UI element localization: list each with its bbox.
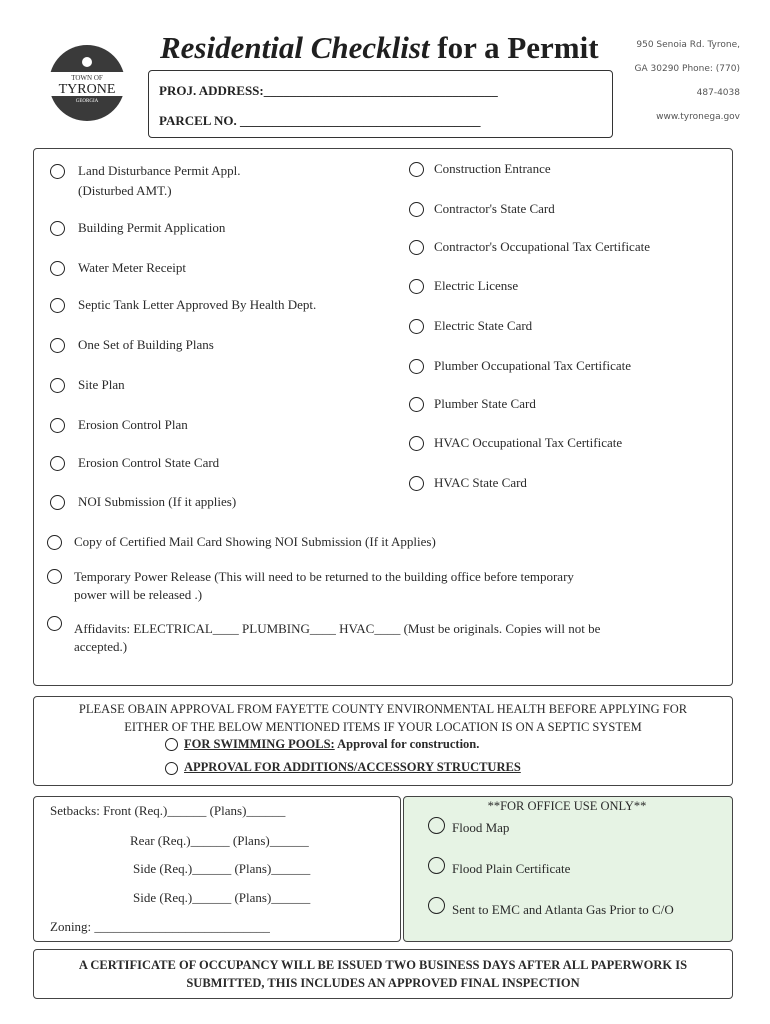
- checkbox-building-plans[interactable]: [50, 338, 65, 353]
- item-plumber-tax: Plumber Occupational Tax Certificate: [434, 358, 632, 373]
- checkbox-flood-plain[interactable]: [428, 857, 445, 874]
- checkbox-certified-mail[interactable]: [47, 535, 62, 550]
- contact-phone: 487-4038: [696, 88, 740, 98]
- checkbox-construction-entrance[interactable]: [409, 162, 424, 177]
- title-rest: for a Permit: [429, 30, 599, 65]
- item-temp-power-1: Temporary Power Release (This will need to be returned to the building office before temporary: [74, 569, 574, 584]
- footer-line-2: SUBMITTED, THIS INCLUDES AN APPROVED FINAL INSPECTION: [186, 976, 580, 990]
- item-land-disturbance: Land Disturbance Permit Appl.: [78, 163, 241, 178]
- item-hvac-card: HVAC State Card: [434, 475, 527, 490]
- item-erosion-plan: Erosion Control Plan: [78, 417, 188, 432]
- item-contractor-tax: Contractor's Occupational Tax Certificate: [434, 239, 650, 254]
- checkbox-noi[interactable]: [50, 495, 65, 510]
- item-plumber-card: Plumber State Card: [434, 396, 536, 411]
- office-use-heading: **FOR OFFICE USE ONLY**: [487, 799, 647, 813]
- zoning-field[interactable]: Zoning: ___________________________: [50, 919, 270, 934]
- pools-label: FOR SWIMMING POOLS:: [184, 737, 335, 751]
- office-emc-gas: Sent to EMC and Atlanta Gas Prior to C/O: [452, 902, 674, 917]
- septic-additions: APPROVAL FOR ADDITIONS/ACCESSORY STRUCTURES: [184, 760, 521, 774]
- item-certified-mail: Copy of Certified Mail Card Showing NOI Submission (If it Applies): [74, 534, 436, 549]
- septic-note-2: EITHER OF THE BELOW MENTIONED ITEMS IF YOUR LOCATION IS ON A SEPTIC SYSTEM: [124, 720, 642, 734]
- item-construction-entrance: Construction Entrance: [434, 161, 551, 176]
- item-noi: NOI Submission (If it applies): [78, 494, 237, 509]
- pools-rest: Approval for construction.: [334, 737, 480, 751]
- checkbox-septic-letter[interactable]: [50, 298, 65, 313]
- town-logo: [48, 44, 126, 122]
- checkbox-additions[interactable]: [165, 762, 178, 775]
- contact-website: www.tyronega.gov: [656, 112, 740, 122]
- title-italic: Residential Checklist: [160, 30, 430, 65]
- checkbox-plumber-tax[interactable]: [409, 359, 424, 374]
- checkbox-erosion-card[interactable]: [50, 456, 65, 471]
- footer-box: [33, 949, 733, 999]
- item-site-plan: Site Plan: [78, 377, 125, 392]
- contact-address-1: 950 Senoia Rd. Tyrone,: [636, 40, 740, 50]
- parcel-no-field[interactable]: PARCEL NO. _____________________________________: [159, 113, 481, 128]
- item-water-meter: Water Meter Receipt: [78, 260, 186, 275]
- checkbox-flood-map[interactable]: [428, 817, 445, 834]
- checkbox-water-meter[interactable]: [50, 261, 65, 276]
- footer-line-1: A CERTIFICATE OF OCCUPANCY WILL BE ISSUED TWO BUSINESS DAYS AFTER ALL PAPERWORK IS: [78, 958, 688, 972]
- proj-address-field[interactable]: PROJ. ADDRESS:____________________________________: [159, 83, 498, 98]
- office-flood-plain: Flood Plain Certificate: [452, 861, 571, 876]
- contact-address-2: GA 30290 Phone: (770): [634, 64, 740, 74]
- checkbox-electric-license[interactable]: [409, 279, 424, 294]
- office-flood-map: Flood Map: [452, 820, 510, 835]
- checkbox-temp-power[interactable]: [47, 569, 62, 584]
- checkbox-emc-gas[interactable]: [428, 897, 445, 914]
- item-electric-card: Electric State Card: [434, 318, 533, 333]
- setback-front[interactable]: Setbacks: Front (Req.)______ (Plans)______: [50, 803, 286, 818]
- logo-top-text: TOWN OF: [71, 74, 103, 82]
- item-building-permit: Building Permit Application: [78, 220, 226, 235]
- page-title: [160, 30, 599, 66]
- checkbox-plumber-card[interactable]: [409, 397, 424, 412]
- logo-name: TYRONE: [58, 82, 116, 97]
- item-affidavits-2: accepted.): [74, 639, 128, 654]
- logo-sub: GEORGIA: [75, 99, 99, 104]
- item-contractor-card: Contractor's State Card: [434, 201, 555, 216]
- checkbox-hvac-tax[interactable]: [409, 436, 424, 451]
- checkbox-hvac-card[interactable]: [409, 476, 424, 491]
- setback-side-2[interactable]: Side (Req.)______ (Plans)______: [133, 890, 311, 905]
- checkbox-electric-card[interactable]: [409, 319, 424, 334]
- checkbox-building-permit[interactable]: [50, 221, 65, 236]
- item-temp-power-2: power will be released .): [74, 587, 203, 602]
- checkbox-affidavits[interactable]: [47, 616, 62, 631]
- setback-side-1[interactable]: Side (Req.)______ (Plans)______: [133, 861, 311, 876]
- septic-note-1: PLEASE OBAIN APPROVAL FROM FAYETTE COUNTY ENVIRONMENTAL HEALTH BEFORE APPLYING FOR: [78, 702, 688, 716]
- checkbox-site-plan[interactable]: [50, 378, 65, 393]
- item-erosion-card: Erosion Control State Card: [78, 455, 220, 470]
- item-disturbed-amt: (Disturbed AMT.): [78, 183, 172, 198]
- item-affidavits-1: Affidavits: ELECTRICAL____ PLUMBING____ HVAC____ (Must be originals. Copies will not be: [74, 621, 601, 636]
- checkbox-land-disturbance[interactable]: [50, 164, 65, 179]
- checkbox-contractor-tax[interactable]: [409, 240, 424, 255]
- address-box: [148, 70, 613, 138]
- item-building-plans: One Set of Building Plans: [78, 337, 214, 352]
- checkbox-pools[interactable]: [165, 738, 178, 751]
- item-hvac-tax: HVAC Occupational Tax Certificate: [434, 435, 623, 450]
- septic-pools: [184, 737, 479, 752]
- checkbox-erosion-plan[interactable]: [50, 418, 65, 433]
- checkbox-contractor-card[interactable]: [409, 202, 424, 217]
- item-electric-license: Electric License: [434, 278, 519, 293]
- setback-rear[interactable]: Rear (Req.)______ (Plans)______: [130, 833, 309, 848]
- item-septic-letter: Septic Tank Letter Approved By Health Dept.: [78, 297, 317, 312]
